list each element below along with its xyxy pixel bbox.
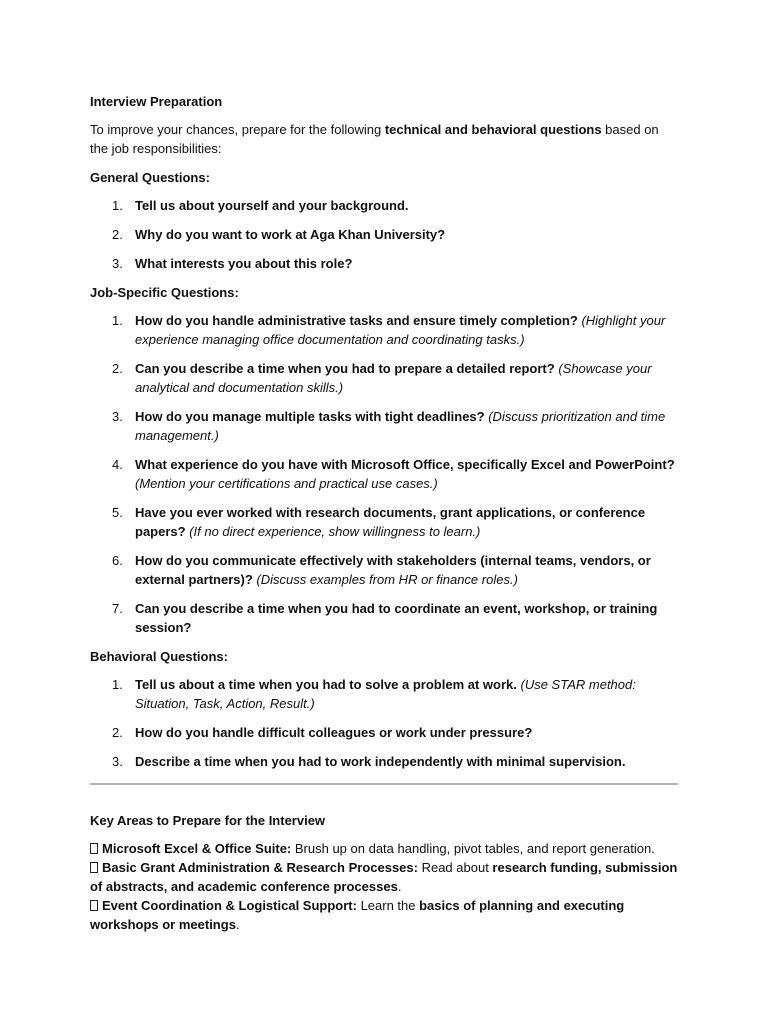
question-number: 1. <box>112 677 123 692</box>
question-text: Describe a time when you had to work independently with minimal supervision. <box>135 754 626 769</box>
question-item <box>90 407 678 445</box>
key-area-label: Microsoft Excel & Office Suite: <box>102 841 292 856</box>
question-number: 1. <box>112 313 123 328</box>
question-number: 3. <box>112 256 123 271</box>
key-area-label: Basic Grant Administration & Research Processes: <box>102 860 418 875</box>
job-specific-questions-list <box>90 311 678 637</box>
question-text: How do you handle difficult colleagues or work under pressure? <box>135 725 533 740</box>
question-item <box>90 752 678 771</box>
intro-text-after: based on the job responsibilities: <box>90 122 659 156</box>
question-hint: (Highlight your experience managing office documentation and coordinating tasks.) <box>135 313 666 347</box>
question-text: Have you ever worked with research documents, grant applications, or conference papers? <box>135 505 646 539</box>
key-areas-title: Key Areas to Prepare for the Interview <box>90 813 326 828</box>
behavioral-questions-heading: Behavioral Questions: <box>90 649 228 664</box>
question-text: Tell us about yourself and your background. <box>135 198 409 213</box>
question-hint: (Use STAR method: Situation, Task, Action, Result.) <box>135 677 636 711</box>
question-item <box>90 675 678 713</box>
key-area-item <box>90 839 678 858</box>
question-item <box>90 311 678 349</box>
question-hint: (If no direct experience, show willingness to learn.) <box>185 524 481 539</box>
key-area-item <box>90 858 678 896</box>
job-specific-questions-heading: Job-Specific Questions: <box>90 285 239 300</box>
question-number: 2. <box>112 361 123 376</box>
question-item <box>90 254 678 273</box>
key-area-text: Read about <box>417 860 493 875</box>
question-number: 3. <box>112 409 123 424</box>
intro-text-bold: technical and behavioral questions <box>384 122 602 137</box>
key-area-item <box>90 896 678 934</box>
behavioral-questions-list <box>90 675 678 771</box>
missing-glyph-icon <box>90 843 98 854</box>
question-number: 6. <box>112 553 123 568</box>
key-area-text: research funding, submission of abstracts, and academic conference processes <box>90 860 678 894</box>
question-number: 3. <box>112 754 123 769</box>
question-number: 1. <box>112 198 123 213</box>
question-item <box>90 599 678 637</box>
question-text: Tell us about a time when you had to solve a problem at work. <box>135 677 517 692</box>
question-text: Can you describe a time when you had to prepare a detailed report? <box>135 361 555 376</box>
key-area-text: basics of planning and executing workshops or meetings <box>90 898 625 932</box>
question-item <box>90 196 678 215</box>
missing-glyph-icon <box>90 862 98 873</box>
question-number: 7. <box>112 601 123 616</box>
section-divider <box>90 783 678 785</box>
document-title: Interview Preparation <box>90 94 223 109</box>
question-item <box>90 455 678 493</box>
question-item <box>90 225 678 244</box>
question-text: What interests you about this role? <box>135 256 353 271</box>
intro-text-before: To improve your chances, prepare for the following <box>90 122 385 137</box>
question-hint: (Discuss examples from HR or finance roles.) <box>252 572 518 587</box>
key-areas-list <box>90 839 678 934</box>
question-number: 4. <box>112 457 123 472</box>
question-text: What experience do you have with Microsoft Office, specifically Excel and PowerPoint? <box>135 457 675 472</box>
question-number: 2. <box>112 227 123 242</box>
general-questions-list <box>90 196 678 273</box>
key-area-text: Learn the <box>356 898 420 913</box>
question-hint: (Discuss prioritization and time management.) <box>135 409 666 443</box>
missing-glyph-icon <box>90 900 98 911</box>
key-area-text: . <box>235 917 240 932</box>
question-item <box>90 503 678 541</box>
question-text: Can you describe a time when you had to coordinate an event, workshop, or training session? <box>135 601 658 635</box>
question-text: Why do you want to work at Aga Khan University? <box>135 227 446 242</box>
key-area-label: Event Coordination & Logistical Support: <box>102 898 357 913</box>
question-item <box>90 723 678 742</box>
question-text: How do you handle administrative tasks and ensure timely completion? <box>135 313 578 328</box>
question-text: How do you communicate effectively with stakeholders (internal teams, vendors, or external partners)? <box>135 553 651 587</box>
key-area-text: Brush up on data handling, pivot tables, and report generation. <box>291 841 655 856</box>
question-number: 2. <box>112 725 123 740</box>
general-questions-heading: General Questions: <box>90 170 210 185</box>
intro-paragraph <box>90 120 678 158</box>
question-hint: (Showcase your analytical and documentation skills.) <box>135 361 652 395</box>
document-page <box>90 92 678 934</box>
question-item <box>90 551 678 589</box>
key-area-text: . <box>397 879 402 894</box>
question-hint: (Mention your certifications and practical use cases.) <box>135 476 438 491</box>
question-item <box>90 359 678 397</box>
question-text: How do you manage multiple tasks with tight deadlines? <box>135 409 485 424</box>
question-number: 5. <box>112 505 123 520</box>
